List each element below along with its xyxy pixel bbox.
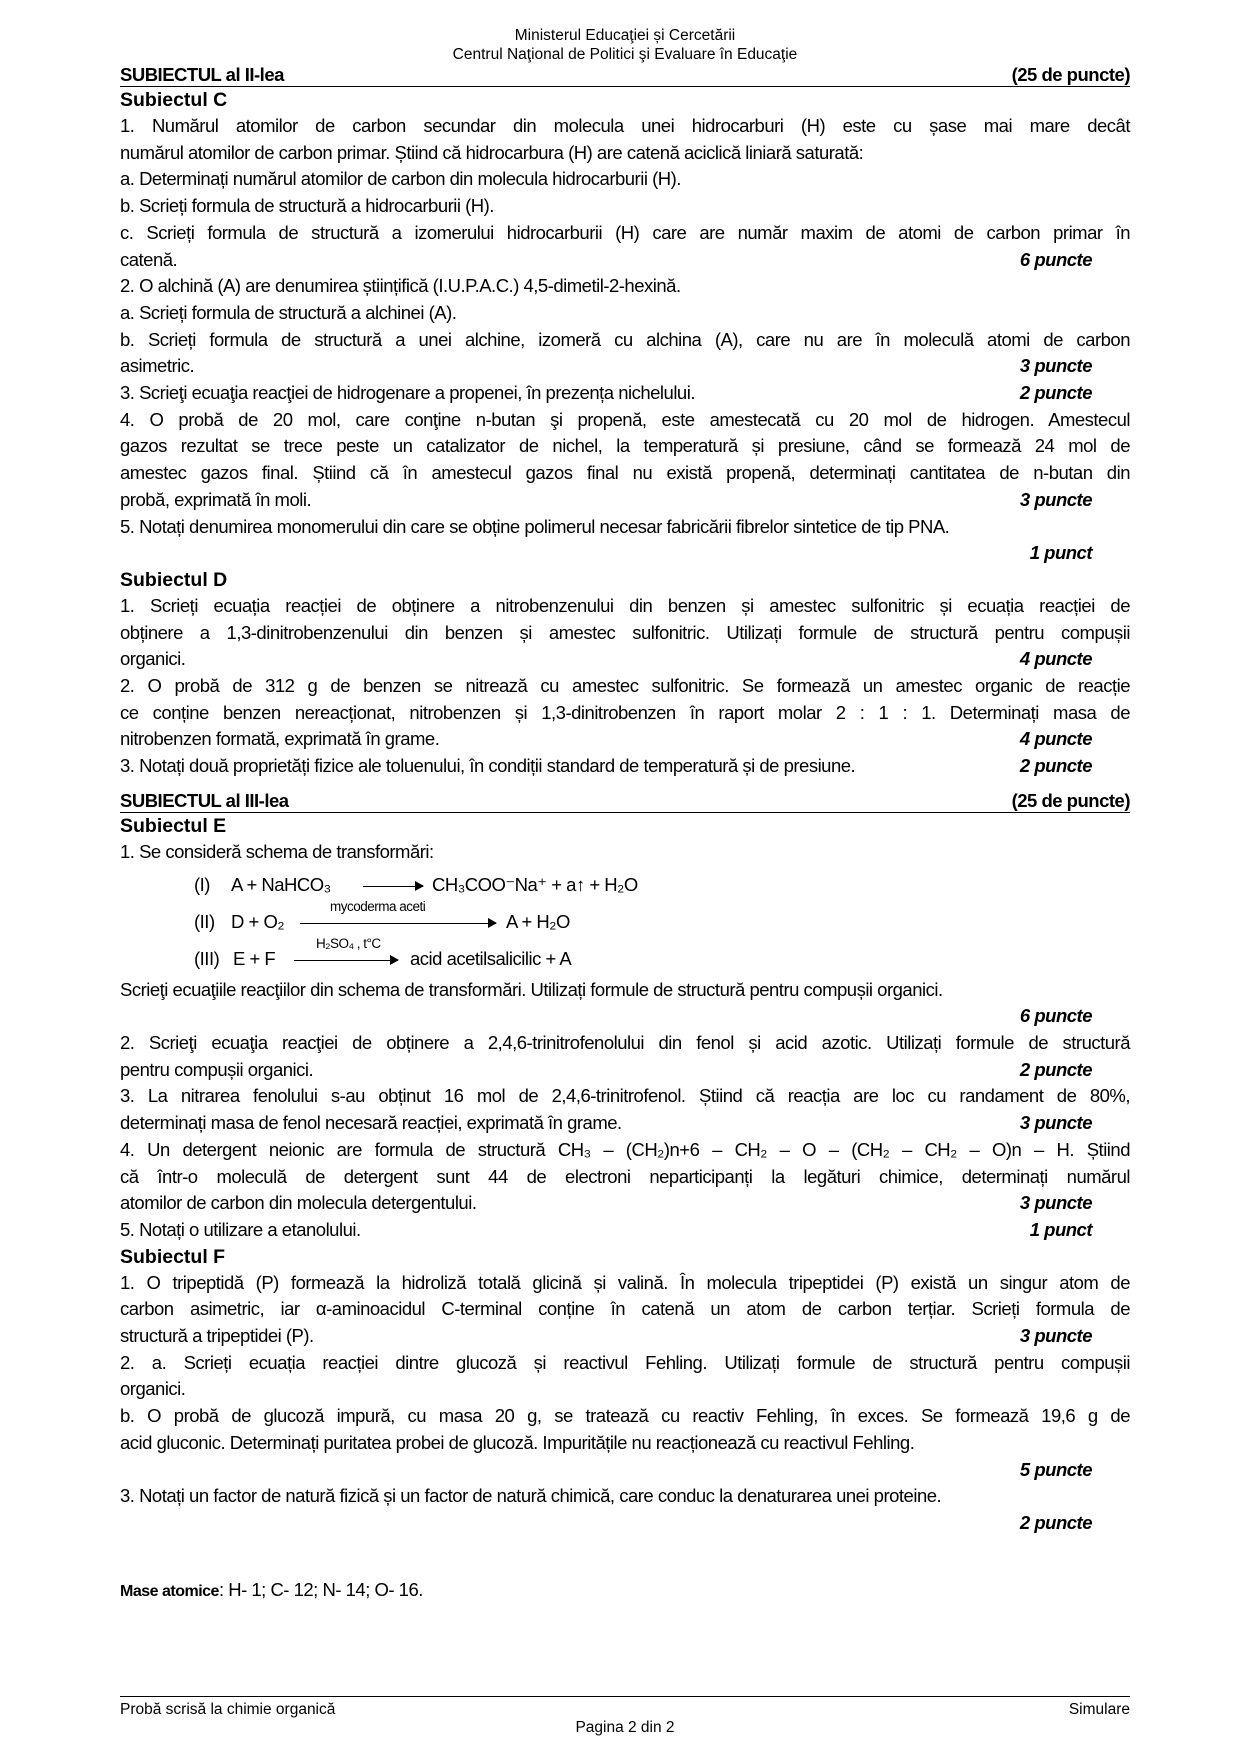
d-line-5: ce conține benzen nereacționat, nitrobenzen și 1,3-dinitrobenzen în raport molar 2 : 1 : 1. Determinați masa de: [120, 701, 1130, 723]
scheme-reaction-2: [120, 898, 1130, 940]
reaction-2-arrow: [300, 923, 496, 925]
f-line-2: carbon asimetric, iar α-aminoacidul C-terminal conține în catenă un atom de carbon terțiar. Scrieți formula de: [120, 1298, 1130, 1320]
reaction-1-products: CH₃COO⁻Na⁺ + a↑ + H₂O: [432, 873, 638, 895]
reaction-3-arrow: [294, 960, 398, 962]
e-points-2: 2 puncte: [1019, 1058, 1092, 1080]
c-points-3: 2 puncte: [1019, 382, 1092, 404]
c-line-3: a. Determinați numărul atomilor de carbon din molecula hidrocarburii (H).: [120, 168, 681, 190]
reaction-2-products: A + H₂O: [506, 910, 570, 932]
c-line-10: asimetric.: [120, 355, 195, 377]
f-points-3: 2 puncte: [1019, 1511, 1092, 1533]
reaction-1-arrow: [363, 886, 423, 888]
atomic-masses-label: Mase atomice: [120, 1582, 219, 1600]
e-line-9: atomilor de carbon din molecula detergentului.: [120, 1192, 477, 1214]
e-points-1: 6 puncte: [1019, 1005, 1092, 1027]
reaction-3-condition: H₂SO₄ , t°C: [316, 935, 381, 951]
e-row-10: [120, 1217, 1130, 1244]
d-row-6: [120, 726, 1130, 753]
d-points-2: 4 puncte: [1019, 728, 1092, 750]
c-points-1: 6 puncte: [1019, 248, 1092, 270]
e-line-3: 2. Scrieţi ecuaţia reacţiei de obținere a 2,4,6-trinitrofenolului din fenol și acid azotic. Utilizați formule de structură: [120, 1031, 1130, 1053]
reaction-3-number: (III): [194, 947, 220, 969]
c-row-10: [120, 353, 1130, 380]
c-row-11: [120, 380, 1130, 407]
atomic-masses-values: : H- 1; C- 12; N- 14; O- 16.: [218, 1578, 423, 1600]
d-row-3: [120, 646, 1130, 673]
c-line-14: amestec gazos final. Știind că în amestecul gazos final nu există propenă, determinați cantitatea de n-butan din: [120, 462, 1130, 484]
section-3-points: (25 de puncte): [1011, 789, 1130, 811]
section-3-header: [120, 790, 1130, 813]
center-name: Centrul Naţional de Politici şi Evaluare în Educaţie: [452, 46, 798, 63]
d-line-2: obținere a 1,3-dinitrobenzenului din benzen și amestec sulfonitric. Utilizați formule de structură pentru compușii: [120, 621, 1130, 643]
d-line-7: 3. Notați două proprietăți fizice ale toluenului, în condiții standard de temperatură și de presiune.: [120, 755, 856, 777]
d-points-3: 2 puncte: [1019, 755, 1092, 777]
subject-e-title: Subiectul E: [120, 814, 227, 837]
c-line-13: gazos rezultat se trece peste un catalizator de nichel, la temperatură și presiune, când se formează 24 mol de: [120, 435, 1130, 457]
section-2-header: [120, 64, 1130, 87]
subject-c-title: Subiectul C: [120, 89, 228, 111]
c-line-1: 1. Numărul atomilor de carbon secundar din molecula unei hidrocarburi (H) este cu șase mai mare decât: [120, 115, 1130, 136]
footer-right: Simulare: [1068, 1701, 1130, 1718]
e-line-8: că într-o moleculă de detergent sunt 44 de electroni neparticipanți la legături chimice, determinați numărul: [120, 1165, 1130, 1187]
page-number: Pagina 2 din 2: [575, 1719, 675, 1736]
reaction-1-number: (I): [194, 873, 210, 895]
transformation-scheme: [120, 866, 1130, 977]
d-line-4: 2. O probă de 312 g de benzen se nitrează cu amestec sulfonitric. Se formează un amestec organic de reacție: [120, 675, 1130, 697]
c-line-7: 2. O alchină (A) are denumirea științifică (I.U.P.A.C.) 4,5-dimetil-2-hexină.: [120, 275, 681, 297]
c-line-2: numărul atomilor de carbon primar. Știind că hidrocarbura (H) are catenă aciclică liniară saturată:: [120, 141, 864, 163]
c-line-11: 3. Scrieţi ecuaţia reacţiei de hidrogenare a propenei, în prezența nichelului.: [120, 382, 695, 404]
e-line-2: Scrieţi ecuaţiile reacţiilor din schema de transformări. Utilizați formule de structură pentru compușii organici.: [120, 978, 943, 1000]
c-line-12: 4. O probă de 20 mol, care conţine n-butan şi propenă, este amestecată cu 20 mol de hidrogen. Amestecul: [120, 408, 1130, 430]
f-line-4: 2. a. Scrieți ecuația reacției dintre glucoză și reactivul Fehling. Utilizați formule de structură pentru compușii: [120, 1351, 1130, 1373]
d-points-1: 4 puncte: [1019, 648, 1092, 670]
atomic-masses: [120, 1577, 1130, 1606]
e-row-4: [120, 1057, 1130, 1084]
e-line-1: 1. Se consideră schema de transformări:: [120, 840, 434, 862]
c-row-15: [120, 487, 1130, 514]
reaction-3-products: acid acetilsalicilic + A: [410, 947, 572, 969]
reaction-2-number: (II): [194, 910, 215, 932]
subject-d-title: Subiectul D: [120, 568, 228, 591]
subject-f-title: Subiectul F: [120, 1245, 226, 1268]
page-header: [120, 26, 1130, 64]
e-line-7: 4. Un detergent neionic are formula de structură CH₃ – (CH₂)n+6 – CH₂ – O – (CH₂ – CH₂ – O)n – H. Știind: [120, 1138, 1130, 1160]
e-line-10: 5. Notați o utilizare a etanolului.: [120, 1218, 361, 1240]
scheme-reaction-1: [120, 866, 1130, 903]
c-points-5: 1 punct: [1029, 542, 1092, 564]
c-line-5: c. Scrieți formula de structură a izomerului hidrocarburii (H) care are număr maxim de atomi de carbon primar în: [120, 221, 1130, 243]
reaction-3-reactants: E + F: [233, 947, 276, 969]
c-line-9: b. Scrieți formula de structură a unei alchine, izomeră cu alchina (A), care nu are în moleculă atomi de carbon: [120, 328, 1130, 350]
e-line-4: pentru compușii organici.: [120, 1058, 314, 1080]
c-line-8: a. Scrieți formula de structură a alchinei (A).: [120, 301, 457, 323]
c-line-4: b. Scrieți formula de structură a hidrocarburii (H).: [120, 195, 494, 217]
f-row-3: [120, 1323, 1130, 1350]
e-row-9: [120, 1190, 1130, 1217]
section-2-points: (25 de puncte): [1011, 64, 1130, 85]
c-points-4: 3 puncte: [1019, 488, 1092, 510]
c-line-6: catenă.: [120, 248, 178, 270]
e-points-3: 3 puncte: [1019, 1112, 1092, 1134]
f-line-1: 1. O tripeptidă (P) formează la hidroliză totală glicină și valină. În molecula tripeptidei (P) există un singur atom de: [120, 1271, 1130, 1293]
f-line-8: 3. Notați un factor de natură fizică și un factor de natură chimică, care conduc la denaturarea unei proteine.: [120, 1485, 942, 1507]
f-points-1: 3 puncte: [1019, 1325, 1092, 1347]
e-points-4: 3 puncte: [1019, 1192, 1092, 1214]
footer-left: Probă scrisă la chimie organică: [120, 1701, 336, 1718]
f-line-3: structură a tripeptidei (P).: [120, 1325, 314, 1347]
f-points-2: 5 puncte: [1019, 1458, 1092, 1480]
ministry-name: Ministerul Educaţiei și Cercetării: [514, 27, 736, 44]
c-line-15: probă, exprimată în moli.: [120, 488, 312, 510]
section-3-title: SUBIECTUL al III-lea: [120, 789, 289, 811]
f-line-7: acid gluconic. Determinați puritatea probei de glucoză. Impuritățile nu reacționează cu reactivul Fehling.: [120, 1431, 915, 1453]
f-line-5: organici.: [120, 1378, 186, 1400]
d-row-7: [120, 753, 1130, 780]
d-line-3: organici.: [120, 648, 186, 670]
e-points-5: 1 punct: [1029, 1218, 1092, 1240]
d-line-1: 1. Scrieți ecuația reacției de obținere a nitrobenzenului din benzen și amestec sulfonitric și ecuația reacției de: [120, 594, 1130, 616]
c-line-16: 5. Notați denumirea monomerului din care se obține polimerul necesar fabricării fibrelor sintetice de tip PNA.: [120, 515, 950, 537]
c-row-6: [120, 247, 1130, 274]
f-line-6: b. O probă de glucoză impură, cu masa 20 g, se tratează cu reactiv Fehling, în exces. Se formează 19,6 g de: [120, 1405, 1130, 1427]
e-line-6: determinați masa de fenol necesară reacției, exprimată în grame.: [120, 1112, 622, 1134]
reaction-2-condition: mycoderma aceti: [330, 898, 426, 914]
e-line-5: 3. La nitrarea fenolului s-au obținut 16 mol de 2,4,6-trinitrofenol. Știind că reacția are loc cu randament de 80%,: [120, 1085, 1130, 1107]
c-points-2: 3 puncte: [1019, 355, 1092, 377]
d-line-6: nitrobenzen formată, exprimată în grame.: [120, 728, 440, 750]
e-row-6: [120, 1110, 1130, 1137]
scheme-reaction-3: [120, 935, 1130, 977]
reaction-1-reactants: A + NaHCO₃: [231, 873, 331, 895]
page-footer: [120, 1696, 1130, 1736]
exam-page: [120, 26, 1130, 1605]
reaction-2-reactants: D + O₂: [231, 910, 285, 932]
section-2-title: SUBIECTUL al II-lea: [120, 64, 284, 85]
